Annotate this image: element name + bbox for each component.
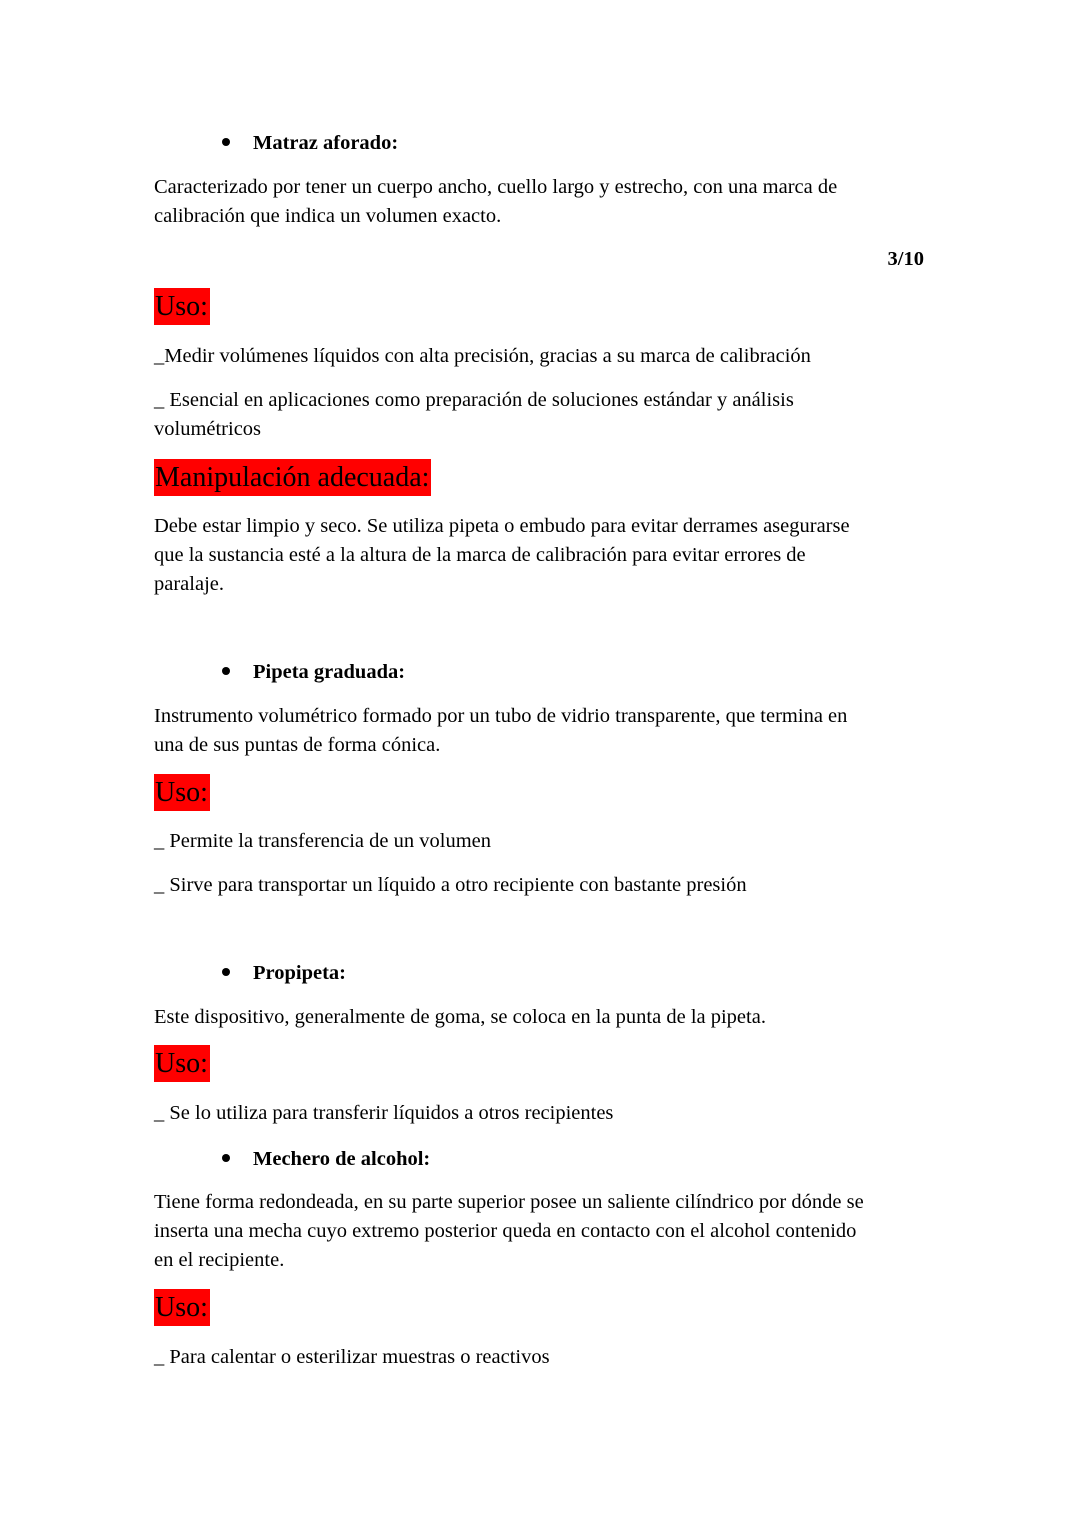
uso-item: _ Para calentar o esterilizar muestras o reactivos [154,1346,550,1368]
section-description: Instrumento volumétrico formado por un tubo de vidrio transparente, que termina en una de sus puntas de forma cónica. [154,705,848,756]
uso-item: _ Permite la transferencia de un volumen [154,830,491,852]
uso-item: _ Se lo utiliza para transferir líquidos a otros recipientes [154,1102,614,1124]
bullet-icon [222,138,230,146]
page-number: 3/10 [887,248,924,270]
section-title: Pipeta graduada: [253,661,406,683]
section-title: Mechero de alcohol: [253,1148,431,1170]
bullet-icon [222,667,230,675]
uso-label: Uso: [154,1289,210,1326]
uso-label: Uso: [154,1045,210,1082]
section-title: Matraz aforado: [253,132,399,154]
bullet-icon [222,1154,230,1162]
uso-item: _ Esencial en aplicaciones como preparación de soluciones estándar y análisis volumétricos [154,389,794,440]
uso-label: Uso: [154,288,210,325]
bullet-icon [222,968,230,976]
section-title: Propipeta: [253,962,347,984]
uso-label: Uso: [154,774,210,811]
section-description: Este dispositivo, generalmente de goma, se coloca en la punta de la pipeta. [154,1006,766,1028]
uso-item: _ Sirve para transportar un líquido a otro recipiente con bastante presión [154,874,747,896]
uso-item: _Medir volúmenes líquidos con alta precisión, gracias a su marca de calibración [154,345,811,367]
handling-label: Manipulación adecuada: [154,459,431,496]
section-description: Tiene forma redondeada, en su parte superior posee un saliente cilíndrico por dónde se inserta una mecha cuyo extremo posterior queda en contacto con el alcohol contenido en el recipiente. [154,1191,864,1271]
handling-text: Debe estar limpio y seco. Se utiliza pipeta o embudo para evitar derrames asegurarse que la sustancia esté a la altura de la marca de calibración para evitar errores de paralaje. [154,515,850,595]
section-description: Caracterizado por tener un cuerpo ancho, cuello largo y estrecho, con una marca de calibración que indica un volumen exacto. [154,176,838,227]
